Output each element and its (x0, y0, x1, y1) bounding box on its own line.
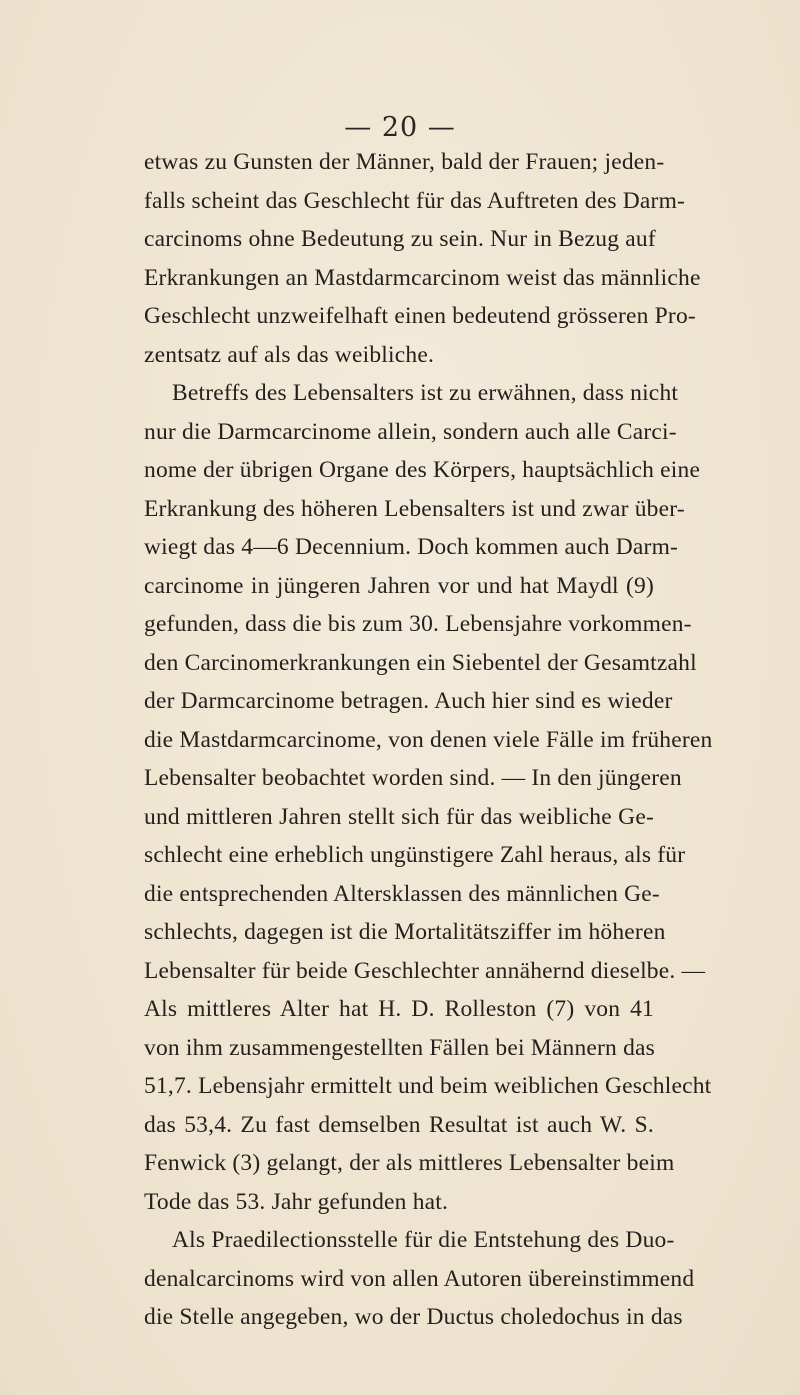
text-line: Erkrankungen an Mastdarmcarcinom weist das männliche (144, 264, 701, 291)
text-line: carcinome in jüngeren Jahren vor und hat Maydl (9) (144, 572, 654, 599)
text-line: Lebensalter für beide Geschlechter annähernd dieselbe. — (144, 957, 706, 984)
text-line: die Stelle angegeben, wo der Ductus choledochus in das (144, 1304, 683, 1330)
text-line: den Carcinomerkrankungen ein Siebentel der Gesamtzahl (144, 649, 697, 676)
body-text (144, 143, 713, 1337)
text-line: 51,7. Lebensjahr ermittelt und beim weiblichen Geschlecht (144, 1073, 712, 1099)
text-line: carcinoms ohne Bedeutung zu sein. Nur in Bezug auf (144, 226, 656, 252)
text-line: Fenwick (3) gelangt, der als mittleres Lebensalter beim (144, 1150, 675, 1176)
text-line: zentsatz auf als das weibliche. (144, 341, 435, 368)
text-line: Betreffs des Lebensalters ist zu erwähnen, dass nicht (172, 380, 679, 406)
text-line: Als mittleres Alter hat H. D. Rolleston (7) von 41 (144, 996, 654, 1022)
text-line: etwas zu Gunsten der Männer, bald der Frauen; jeden- (144, 149, 665, 175)
text-line: falls scheint das Geschlecht für das Auftreten des Darm- (144, 187, 686, 214)
text-line: und mittleren Jahren stellt sich für das weibliche Ge- (144, 803, 654, 830)
text-line: Geschlecht unzweifelhaft einen bedeutend grösseren Pro- (144, 303, 696, 329)
text-line: nome der übrigen Organe des Körpers, hauptsächlich eine (144, 457, 701, 483)
text-line: Tode das 53. Jahr gefunden hat. (144, 1188, 449, 1215)
text-line: der Darmcarcinome betragen. Auch hier sind es wieder (144, 688, 673, 714)
text-line: die Mastdarmcarcinome, von denen viele Fälle im früheren (144, 726, 713, 753)
text-line: Erkrankung des höheren Lebensalters ist und zwar über- (144, 495, 685, 522)
page-number: — 20 — (344, 112, 456, 143)
text-line: gefunden, dass die bis zum 30. Lebensjahre vorkommen- (144, 611, 692, 637)
text-line: von ihm zusammengestellten Fällen bei Männern das (144, 1034, 656, 1061)
text-line: wiegt das 4—6 Decennium. Doch kommen auch Darm- (144, 534, 679, 560)
text-line: die entsprechenden Altersklassen des männlichen Ge- (144, 880, 660, 907)
text-line: nur die Darmcarcinome allein, sondern auch alle Carci- (144, 418, 677, 445)
text-line: Lebensalter beobachtet worden sind. — In den jüngeren (144, 765, 682, 791)
text-line: schlechts, dagegen ist die Mortalitätsziffer im höheren (144, 919, 666, 945)
text-line: denalcarcinoms wird von allen Autoren übereinstimmend (144, 1265, 695, 1292)
text-line: schlecht eine erheblich ungünstigere Zahl heraus, als für (144, 842, 686, 868)
text-line: Als Praedilectionsstelle für die Entstehung des Duo- (172, 1227, 675, 1253)
text-line: das 53,4. Zu fast demselben Resultat ist auch W. S. (144, 1111, 654, 1138)
